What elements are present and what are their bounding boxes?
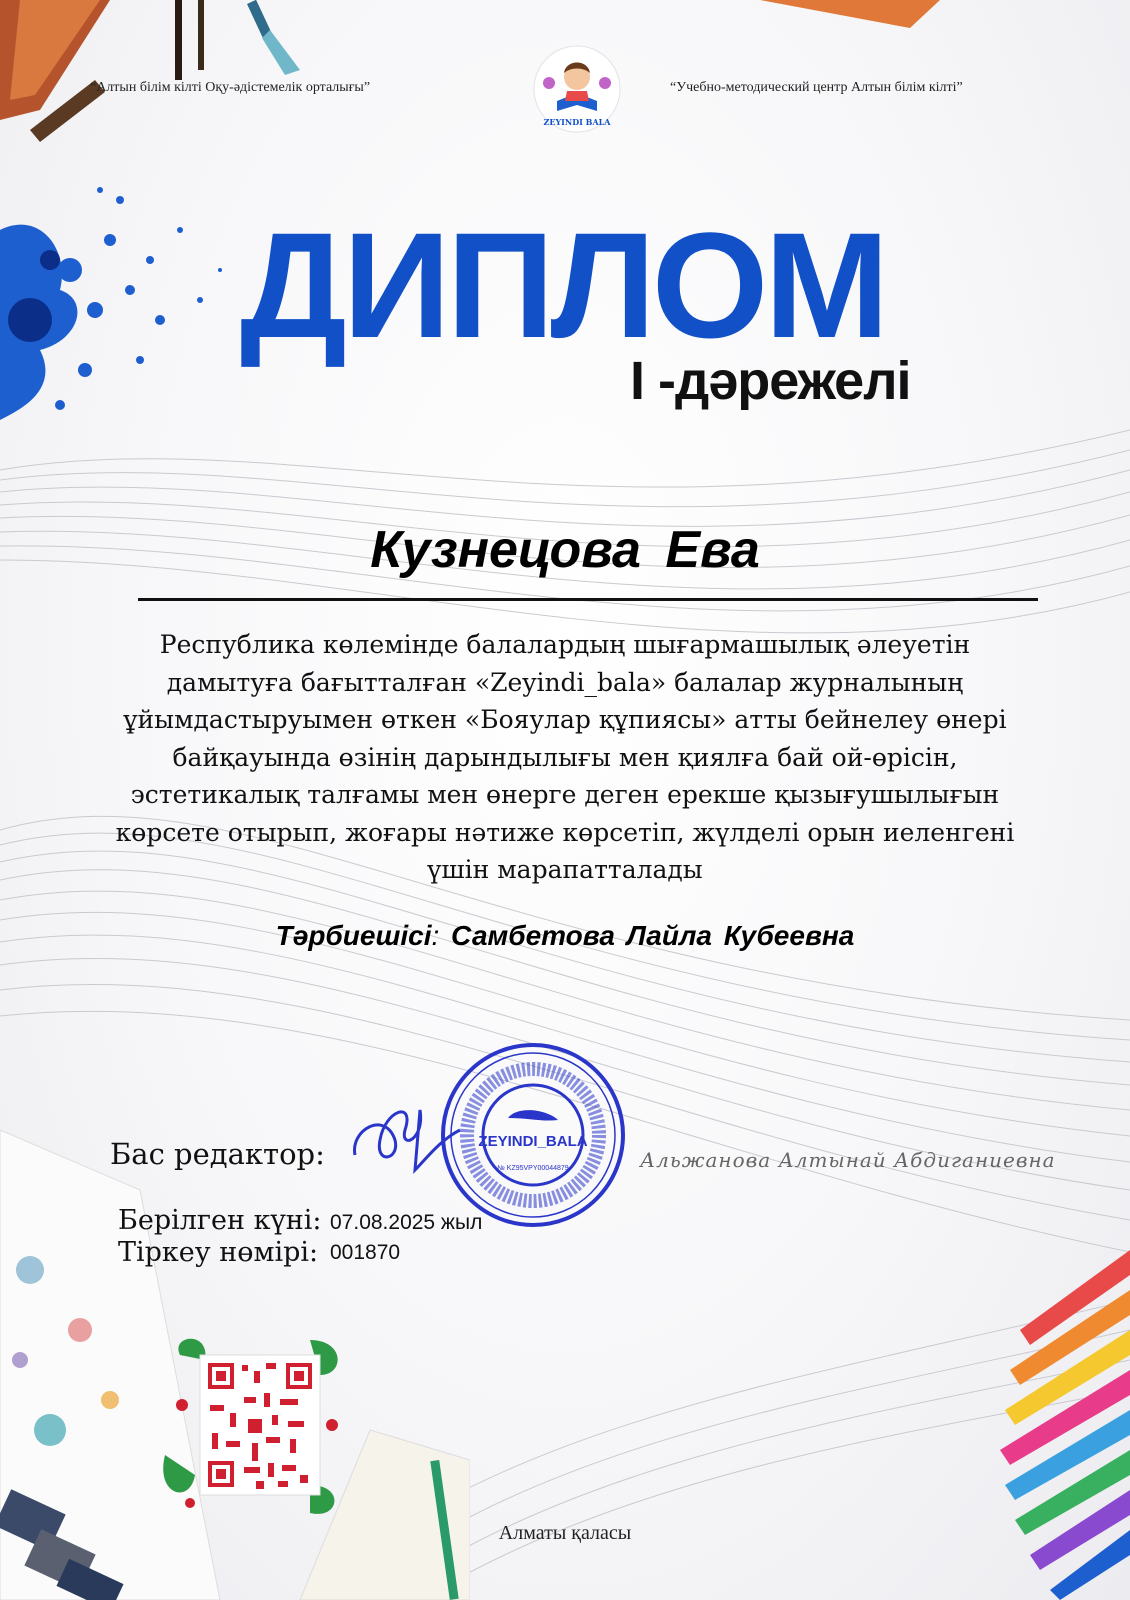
org-name-russian: “Учебно-методический центр Алтын білім кілті” bbox=[670, 80, 963, 95]
pencil-top-decoration bbox=[760, 0, 940, 30]
recipient-name: Кузнецова Ева bbox=[370, 521, 760, 579]
city-name: Алматы қаласы bbox=[498, 1522, 632, 1544]
registration-number-label: Тіркеу нөмірі: bbox=[118, 1237, 319, 1268]
brushes-decoration bbox=[0, 0, 320, 150]
official-stamp bbox=[438, 1040, 628, 1230]
teacher-label: Тәрбиешісі bbox=[275, 920, 432, 951]
stamp-number: № KZ95VPY00044879 bbox=[497, 1165, 569, 1172]
blue-paint-splash bbox=[0, 170, 250, 450]
org-name-kazakh: “Алтын білім кілті Оқу-әдістемелік орталығы” bbox=[90, 80, 371, 95]
name-underline bbox=[138, 598, 1038, 601]
issued-date-value: 07.08.2025 жыл bbox=[330, 1211, 483, 1234]
qr-code[interactable] bbox=[160, 1335, 350, 1515]
diploma-title: ДИПЛОМ bbox=[240, 201, 886, 369]
teacher-line: Тәрбиешісі: Самбетова Лайла Кубеевна bbox=[275, 920, 855, 951]
editor-signature-name: Альжанова Алтынай Абдиганиевна bbox=[640, 1148, 1056, 1172]
teacher-name: Самбетова Лайла Кубеевна bbox=[451, 920, 855, 951]
degree-label: І -дәрежелі bbox=[630, 351, 911, 411]
editor-label: Бас редактор: bbox=[110, 1137, 325, 1171]
svg-text:ZEYINDI BALA: ZEYINDI BALA bbox=[543, 117, 611, 127]
award-description: Республика көлемінде балалардың шығармашылық әлеуетін дамытуға бағытталған «Zeyindi_bala» балалар журналының ұйымдастыруымен өткен «Бояулар құпиясы» атты бейнелеу өнері байқауында өзінің дарындылығы мен қиялға бай ой-өрісін, эстетикалық талғамы мен өнерге деген ерекше қызығушылығын көрсете отырып, жоғары нәтиже көрсетіп, жүлделі орын иеленгені үшін марапатталады bbox=[115, 630, 1015, 884]
registration-number-value: 001870 bbox=[330, 1241, 401, 1264]
issued-date-label: Берілген күні: bbox=[118, 1205, 322, 1236]
zeyindi-bala-logo bbox=[533, 45, 621, 133]
stamp-center-text: ZEYINDI_BALA bbox=[478, 1133, 588, 1150]
